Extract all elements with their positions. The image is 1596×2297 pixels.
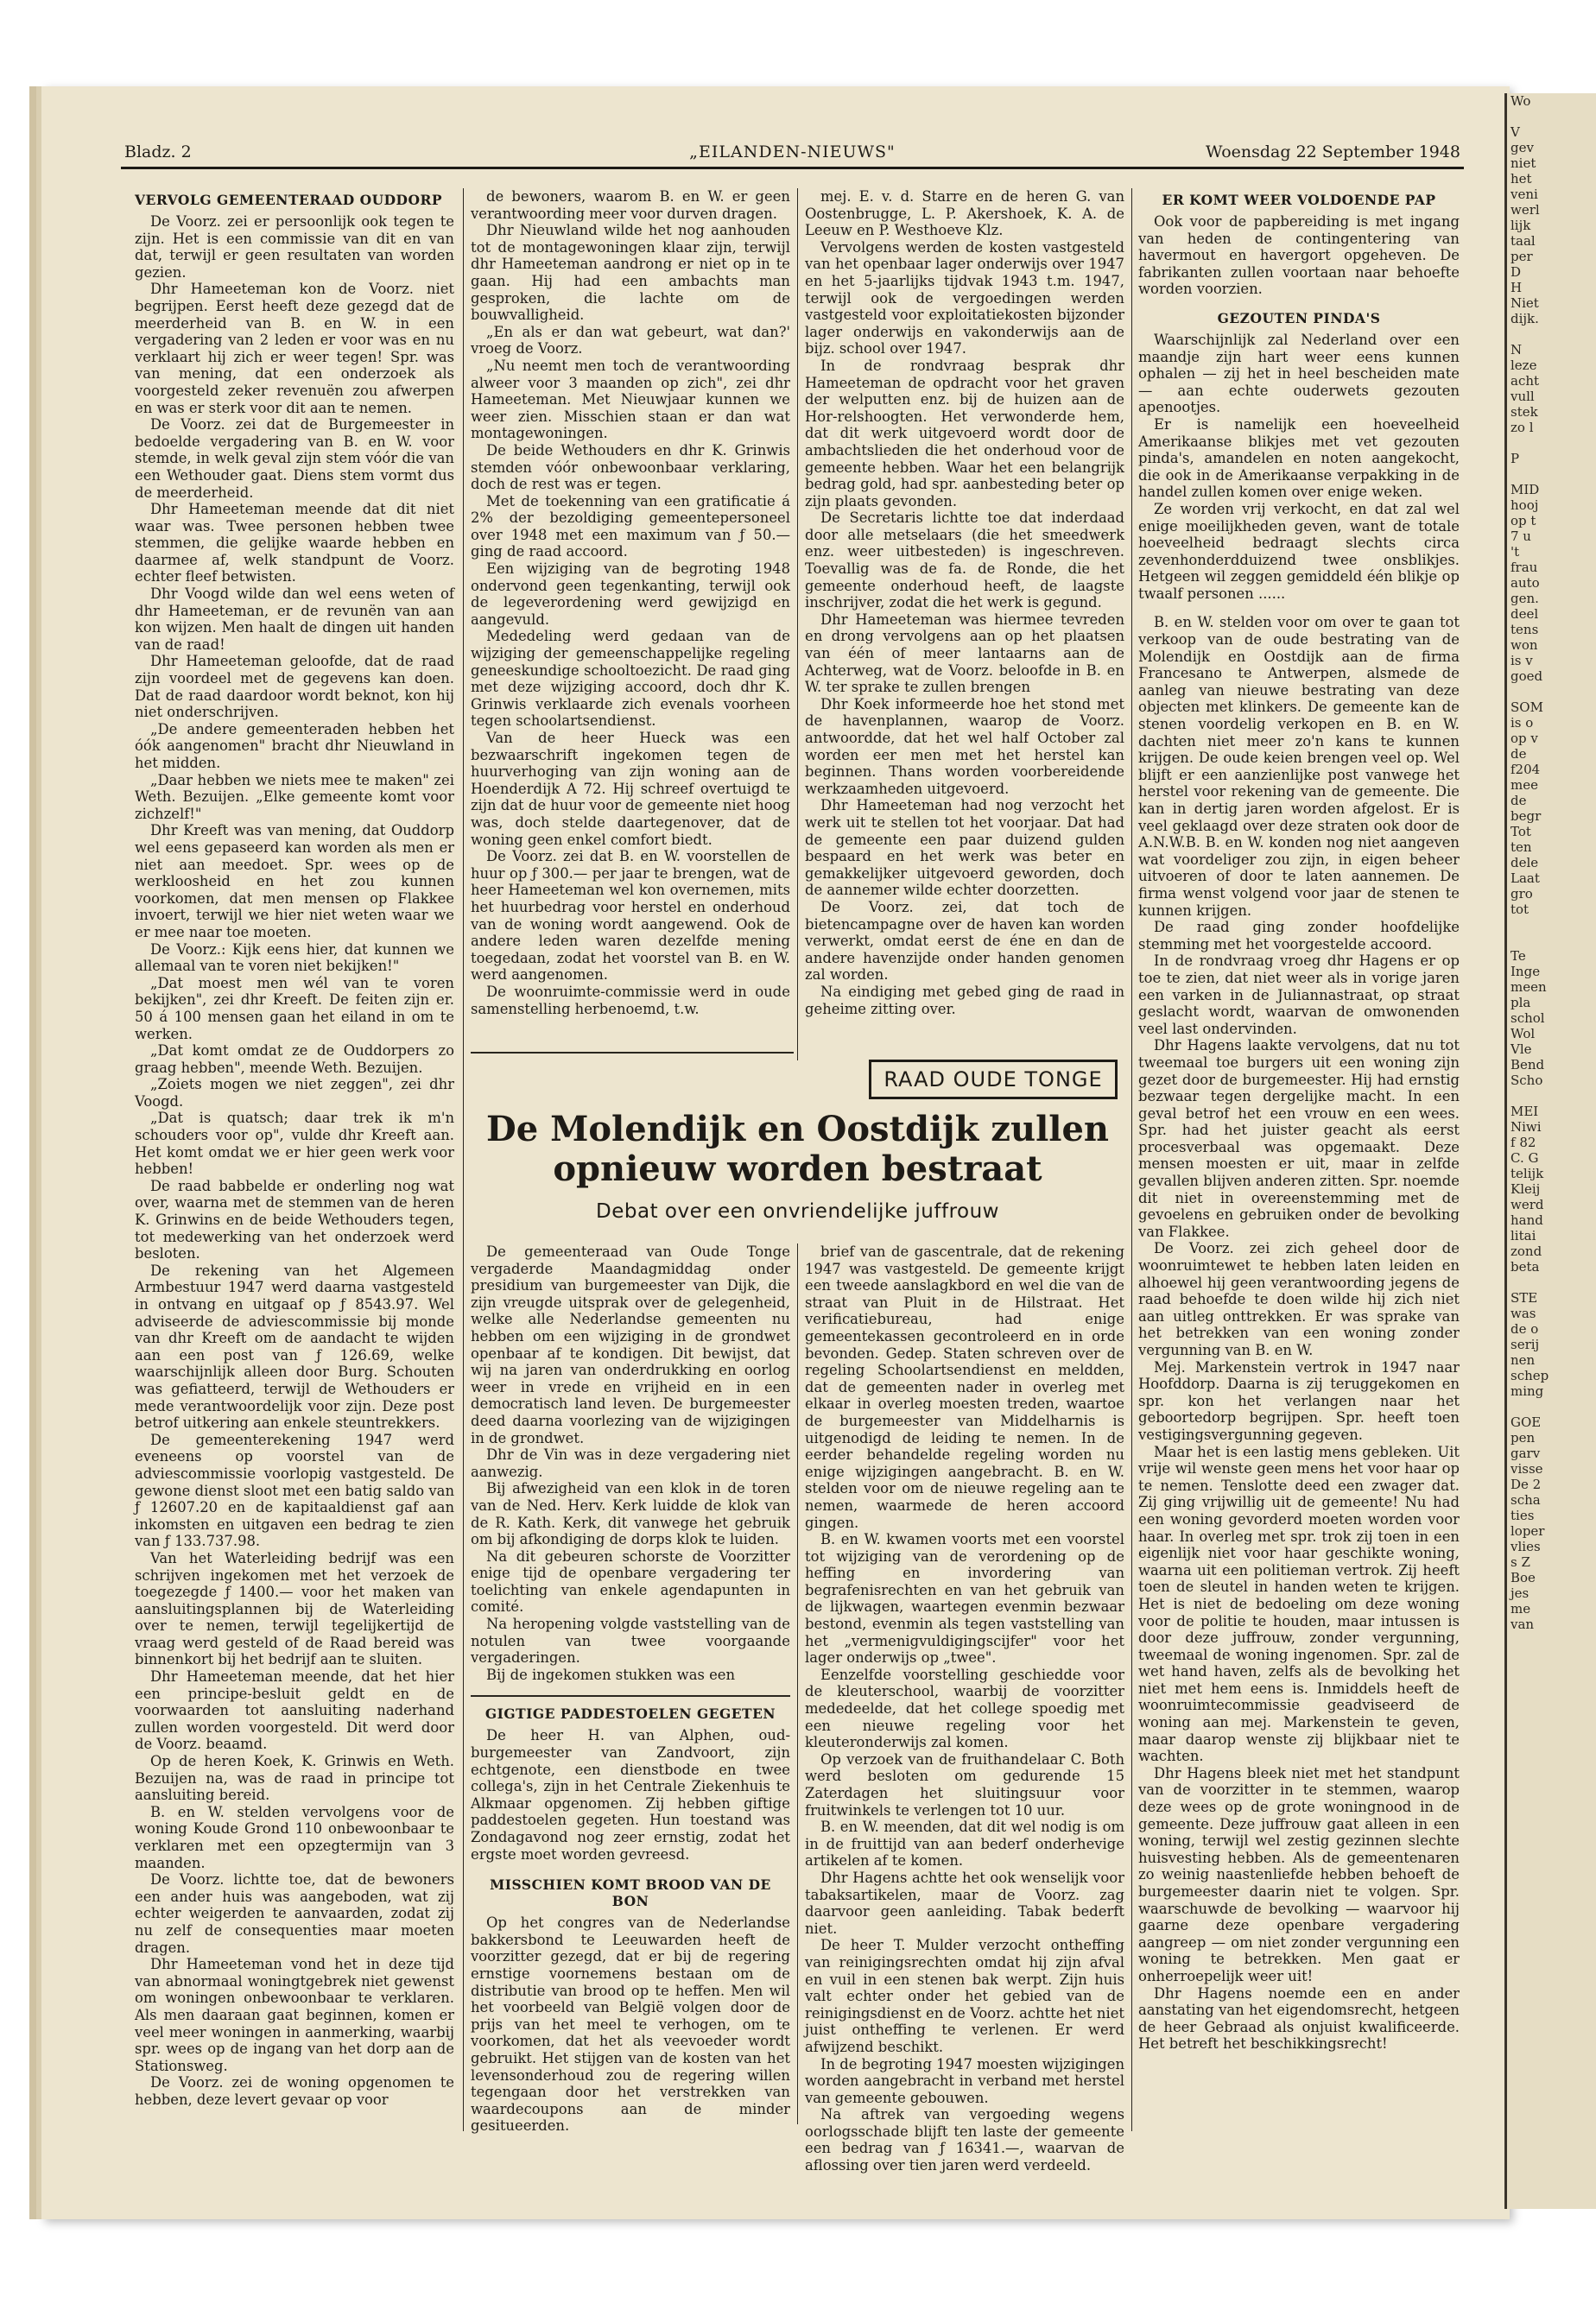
edge-text-fragment: tens bbox=[1510, 622, 1539, 637]
edge-text-fragment: zo l bbox=[1510, 420, 1534, 435]
edge-text-fragment: per bbox=[1510, 249, 1533, 264]
edge-text-fragment: ming bbox=[1510, 1383, 1544, 1399]
edge-text-fragment: beta bbox=[1510, 1259, 1540, 1275]
paragraph: De Voorz. zei er persoonlijk ook tegen te zijn. Het is een commissie van dit en van dat, terwijl er geen resultaten van worden gezien. bbox=[135, 213, 454, 281]
edge-text-fragment bbox=[1507, 1275, 1596, 1290]
paragraph: Dhr Hagens achtte het ook wenselijk voor tabaksartikelen, maar de Voorz. zag daarvoor geen aanleiding. Tabak bederft niet. bbox=[805, 1869, 1124, 1937]
edge-text-fragment: scha bbox=[1510, 1492, 1541, 1508]
edge-text-fragment: stek bbox=[1510, 404, 1538, 420]
paragraph: Op het congres van de Nederlandse bakkersbond te Leeuwarden heeft de voorzitter gezegd, dat er bij de regering ernstige voornemens bestaan om de distributie van brood op te heffen. Men wil het voorbeeld van België volgen door de prijs van het meel te verhogen, om te voorkomen, dat het als veevoeder wordt gebruikt. Het stijgen van de kosten van het levensonderhoud zou de regering willen tegengaan door het verstrekken van waardecoupons aan de minder gesitueerden. bbox=[471, 1914, 790, 2135]
edge-text-fragment: acht bbox=[1510, 373, 1540, 389]
edge-text-fragment: meen bbox=[1510, 979, 1547, 995]
article-column-oude-tonge-cont bbox=[805, 1243, 1124, 2174]
paragraph: Eenzelfde voorstelling geschiedde voor de kleuterschool, waarbij de voorzitter mededeelde, dat het college spoedig met een nieuwe regeling voor het kleuteronderwijs zal komen. bbox=[805, 1666, 1124, 1751]
paragraph: De Voorz. zei dat B. en W. voorstellen de huur op ƒ 300.— per jaar te brengen, wat de heer Hameeteman wel kon overnemen, mits het huurbedrag voor herstel en onderhoud van de woning wordt aangewend. Ook de andere leden waren dezelfde mening toegedaan, zodat het voorstel van B. en W. werd aangenomen. bbox=[471, 848, 790, 984]
edge-text-fragment: won bbox=[1510, 637, 1538, 653]
paragraph: Dhr Hagens laakte vervolgens, dat nu tot tweemaal toe burgers uit een woning zijn gezet door de burgemeester. Hij had ernstig bezwaar tegen dergelijke macht. In een geval betrof het een vrouw en een wees. Spr. had het juister geacht als eerst procesverbaal was opgemaakt. Deze mensen moesten er uit, maar in zelfde gevallen blijven anderen zitten. Spr. noemde dit niet in overeenstemming met de gevoelens en gebruiken onder de bevolking van Flakkee. bbox=[1138, 1037, 1460, 1240]
edge-text-fragment: s Z bbox=[1510, 1554, 1530, 1570]
paragraph: Dhr Voogd wilde dan wel eens weten of dhr Hameeteman, er de revunën van aan kon wijzen. Men haalt de dingen uit handen van de raad! bbox=[135, 585, 454, 653]
edge-text-fragment: dijk. bbox=[1510, 311, 1539, 326]
edge-text-fragment: gev bbox=[1510, 140, 1534, 155]
article-column-ouddorp bbox=[135, 188, 454, 2123]
paragraph: Na aftrek van vergoeding wegens oorlogsschade blijft ten laste der gemeente een bedrag van ƒ 16341.—, waarvan de aflossing over tien jaren werd verdeeld. bbox=[805, 2106, 1124, 2174]
edge-text-fragment: MID bbox=[1510, 482, 1540, 497]
edge-text-fragment: was bbox=[1510, 1306, 1536, 1321]
paragraph: Op verzoek van de fruithandelaar C. Both werd besloten om gedurende 15 Zaterdagen het sluitingsuur voor fruitwinkels te verlengen tot 10 uur. bbox=[805, 1750, 1124, 1819]
article-body bbox=[471, 1243, 790, 1683]
article-body bbox=[471, 188, 790, 1017]
newspaper-name: „EILANDEN-NIEUWS" bbox=[689, 142, 896, 161]
edge-text-fragment: loper bbox=[1510, 1523, 1545, 1539]
edge-text-fragment: werd bbox=[1510, 1197, 1544, 1212]
paragraph: Mej. Markenstein vertrok in 1947 naar Hoofddorp. Daarna is zij teruggekomen en spr. kon het verlangen naar het geboortedorp begrijpen. Spr. heeft toen vestigingsvergunning gegeven. bbox=[1138, 1358, 1460, 1443]
edge-text-fragment: veni bbox=[1510, 187, 1538, 202]
edge-text-fragment: De 2 bbox=[1510, 1477, 1542, 1492]
edge-text-fragment: V bbox=[1510, 124, 1520, 140]
paragraph: Er is namelijk een hoeveelheid Amerikaanse blikjes met vet gezouten pinda's, amandelen en noten aangekocht, die ook in de Amerikaanse verpakking in de handel zullen komen over enige weken. bbox=[1138, 415, 1460, 501]
edge-text-fragment: H bbox=[1510, 280, 1523, 295]
edge-text-fragment bbox=[1507, 466, 1596, 482]
edge-text-fragment bbox=[1507, 326, 1596, 342]
paragraph: Na eindiging met gebed ging de raad in geheime zitting over. bbox=[805, 983, 1124, 1017]
edge-text-fragment: telijk bbox=[1510, 1166, 1544, 1181]
edge-text-fragment: me bbox=[1510, 1601, 1531, 1617]
edge-text-fragment: C. G bbox=[1510, 1150, 1539, 1166]
paragraph: Van de heer Hueck was een bezwaarschrift ingekomen tegen de huurverhoging van zijn woning aan de Hoenderdijk A 72. Hij schreef overtuigd te zijn dat de huur voor de gemeente niet hoog was, doch stelde daartegenover, dat de woning geen enkel comfort biedt. bbox=[471, 730, 790, 848]
edge-text-fragment: dele bbox=[1510, 855, 1539, 870]
paragraph: Waarschijnlijk zal Nederland over een maandje zijn hart weer eens kunnen ophalen — zij het in heel bescheiden mate — aan echte ouderwets gezouten apenootjes. bbox=[1138, 331, 1460, 416]
paragraph: De raad ging zonder hoofdelijke stemming met het voorgestelde accoord. bbox=[1138, 919, 1460, 952]
edge-text-fragment bbox=[1507, 109, 1596, 124]
edge-text-fragment: gro bbox=[1510, 886, 1533, 902]
edge-text-fragment: Wol bbox=[1510, 1026, 1536, 1041]
edge-text-fragment: vlies bbox=[1510, 1539, 1541, 1554]
article-body bbox=[805, 188, 1124, 1017]
paragraph: Dhr Hagens noemde een en ander aanstating van het eigendomsrecht, hetgeen de heer Gebraad als onjuist kwalificeerde. Het betreft het beschikkingsrecht! bbox=[1138, 1984, 1460, 2053]
paragraph: mej. E. v. d. Starre en de heren G. van Oostenbrugge, L. P. Akershoek, K. A. de Leeuw en P. Westhoeve Klz. bbox=[805, 188, 1124, 239]
paragraph: „Dat moest men wél van te voren bekijken", zei dhr Kreeft. De feiten zijn er. 50 á 100 mensen gaan het eiland in om te werken. bbox=[135, 974, 454, 1042]
paragraph: De Voorz. zei zich geheel door de woonruimtewet te hebben laten leiden en alhoewel hij geen verantwoording jegens de raad behoefde te doen wilde hij zich niet aan uitleg onttrekken. Er was sprake van het betrekken van een woning zonder vergunning van B. en W. bbox=[1138, 1240, 1460, 1358]
paragraph: „Daar hebben we niets mee te maken" zei Weth. Bezuijen. „Elke gemeente komt voor zichzelf!" bbox=[135, 771, 454, 822]
paragraph: In de rondvraag vroeg dhr Hagens er op toe te zien, dat niet weer als in vorige jaren een varken in de Juliannastraat, op straat geslacht wordt, waarvan de omwonenden veel last ondervinden. bbox=[1138, 952, 1460, 1037]
paragraph: Dhr Hameeteman was hiermee tevreden en drong vervolgens aan op het plaatsen van één of meer lantaarns aan de Achterweg, wat de Voorz. beloofde in B. en W. ter sprake te zullen brengen bbox=[805, 611, 1124, 696]
edge-text-fragment: werl bbox=[1510, 202, 1540, 218]
paragraph: B. en W. kwamen voorts met een voorstel tot wijziging van de verordening op de heffing en invordering van begrafenisrechten en van het gebruik van de lijkwagen, waartegen evenmin bezwaar bestond, evenmin als tegen vaststelling van het „vermenigvuldigingscijfer" voor het lager onderwijs op „twee". bbox=[805, 1531, 1124, 1667]
edge-text-fragment bbox=[1507, 1399, 1596, 1414]
paragraph: In de rondvraag besprak dhr Hameeteman de opdracht voor het graven der welputten enz. bij de huizen aan de Hor-relshoogten. Het verwonderde hem, dat dit werk uitgevoerd wordt door de ambachtslieden die het onderhoud voor de gemeente hebben. Waar het een belangrijk bedrag gold, had spr. aanbesteding beter op zijn plaats gevonden. bbox=[805, 357, 1124, 509]
paragraph: Dhr Hameeteman meende, dat het hier een principe-besluit geldt en de voorwaarden tot aansluiting naderhand zullen worden voorgesteld. Dit werd door de Voorz. beaamd. bbox=[135, 1668, 454, 1753]
paragraph: De rekening van het Algemeen Armbestuur 1947 werd daarna vastgesteld in ontvang en uitgaaf op ƒ 8543.97. Wel adviseerde de adviescommissie bij monde van dhr Kreeft om de aandacht te wijden aan een post van ƒ 126.69, welke waarschijnlijk alleen door Burg. Schouten was gefiatteerd, terwijl de Wethouders er mede verantwoordelijk voor zijn. Deze post betrof uitkering aan enkele steuntrekkers. bbox=[135, 1262, 454, 1432]
paragraph: de bewoners, waarom B. en W. er geen verantwoording meer voor durven dragen. bbox=[471, 188, 790, 222]
paragraph: „Nu neemt men toch de verantwoording alweer voor 3 maanden op zich", zei dhr Hameeteman. Met Nieuwjaar kunnen we weer zien. Misschien staan er dan wat montagewoningen. bbox=[471, 357, 790, 442]
page-number: Bladz. 2 bbox=[124, 142, 192, 161]
article-body bbox=[471, 1914, 790, 2135]
article-column-right bbox=[1138, 188, 1460, 2123]
article-heading: ER KOMT WEER VOLDOENDE PAP bbox=[1162, 192, 1436, 208]
paragraph: De Voorz. zei dat de Burgemeester in bedoelde vergadering van B. en W. voor stemde, in welk geval zijn stem vóór die van een Wethouder gaat. Diens stem vormt dus de meerderheid. bbox=[135, 416, 454, 501]
edge-text-fragment: frau bbox=[1510, 560, 1538, 575]
edge-text-fragment: de bbox=[1510, 746, 1527, 762]
edge-text-fragment: gen. bbox=[1510, 591, 1539, 606]
edge-text-fragment: SOM bbox=[1510, 699, 1543, 715]
story-subheadline: Debat over een onvriendelijke juffrouw bbox=[596, 1200, 999, 1223]
edge-text-fragment: MEI bbox=[1510, 1104, 1539, 1119]
paragraph: De Voorz.: Kijk eens hier, dat kunnen we allemaal van te voren niet bekijken!" bbox=[135, 940, 454, 975]
paragraph: Dhr Kreeft was van mening, dat Ouddorp wel eens gepaseerd kan worden als men er niet aan meedoet. Spr. wees op de werkloosheid en het zou kunnen voorkomen, dat men mensen op Flakkee invoert, terwijl we hier niet weten waar we er mee naar toe moeten. bbox=[135, 822, 454, 940]
paragraph: Ook voor de papbereiding is met ingang van heden de contingentering van havermout en havergort opgeheven. De fabrikanten zullen voortaan naar behoefte worden voorzien. bbox=[1138, 213, 1460, 298]
paragraph: De heer H. van Alphen, oud-burgemeester van Zandvoort, zijn echtgenote, een dienstbode en twee collega's, zijn in het Centrale Ziekenhuis te Alkmaar opgenomen. Zij hebben giftige paddestoelen gegeten. Hun toestand was Zondagavond nog zeer ernstig, zodat het ergste moet worden gevreesd. bbox=[471, 1727, 790, 1863]
edge-text-fragment: N bbox=[1510, 342, 1523, 358]
edge-text-fragment: serij bbox=[1510, 1337, 1540, 1352]
paragraph: „Zoiets mogen we niet zeggen", zei dhr Voogd. bbox=[135, 1076, 454, 1110]
article-body bbox=[471, 1727, 790, 1863]
edge-text-fragment: op t bbox=[1510, 513, 1536, 528]
edge-text-fragment bbox=[1507, 684, 1596, 699]
paragraph: Mededeling werd gedaan van de wijziging der gemeenschappelijke regeling geneeskundige schooltoezicht. De raad ging met deze wijziging accoord, doch dhr K. Grinwis verklaarde zich evenals voorheen tegen schoolartsendienst. bbox=[471, 628, 790, 730]
article-heading: GIGTIGE PADDESTOELEN GEGETEN bbox=[484, 1705, 776, 1723]
edge-text-fragment: begr bbox=[1510, 808, 1542, 824]
edge-text-fragment: Boe bbox=[1510, 1570, 1536, 1585]
paragraph: De gemeenterekening 1947 werd eveneens op voorstel van de adviescommissie voorlopig vastgesteld. De gewone dienst sloot met een batig saldo van ƒ 12607.20 en de kapitaaldienst gaf aan inkomsten en uitgaven een bedrag te zien van ƒ 133.737.98. bbox=[135, 1431, 454, 1550]
paragraph: De Voorz. zei, dat toch de bietencampagne over de haven kan worden verwerkt, omdat eerst de éne en dan de andere havenzijde onder handen genomen zal worden. bbox=[805, 898, 1124, 984]
edge-text-fragment: hand bbox=[1510, 1212, 1543, 1228]
paragraph: Vervolgens werden de kosten vastgesteld van het openbaar lager onderwijs over 1947 en het 5-jaarlijks tijdvak 1943 t.m. 1947, terwijl ook de vergoedingen werden vastgesteld voor exploitatiekosten bijzonder lager onderwijs en vakonderwijs aan de bijz. school over 1947. bbox=[805, 238, 1124, 358]
edge-text-fragment: auto bbox=[1510, 575, 1540, 591]
edge-text-fragment: Vle bbox=[1510, 1041, 1532, 1057]
paragraph: „De andere gemeenteraden hebben het óók aangenomen" bracht dhr Nieuwland in het midden. bbox=[135, 720, 454, 771]
edge-text-fragment: Niwi bbox=[1510, 1119, 1542, 1135]
paragraph: Maar het is een lastig mens gebleken. Uit vrije wil wenste geen mens het voor haar op te nemen. Tenslotte deed een zwager dat. Zij ging vrijwillig uit de gemeente! Nu had een woning gevorderd moeten worden voor haar. In overleg met spr. trok zij toen in een eigenlijk niet voor haar geschikte woning, waarna uit een politieman vertrok. Zij heeft toen de sleutel in handen weten te krijgen. Het is niet de bedoeling om deze woning voor de politie te houden, maar intussen is door deze juffrouw, zonder vergunning, tweemaal de woning ingenomen. Spr. zal de wet hand haven, zelfs als de bevolking het niet met hem eens is. Inmiddels heeft de woonruimtecommissie geadviseerd de woning aan mej. Markenstein te geven, maar daarop wenste zij blijkbaar niet te wachten. bbox=[1138, 1443, 1460, 1765]
edge-text-fragment: de o bbox=[1510, 1321, 1539, 1337]
column-rule bbox=[797, 188, 798, 1060]
edge-text-fragment: Te bbox=[1510, 948, 1526, 964]
edge-text-fragment bbox=[1507, 933, 1596, 948]
paragraph: Met de toekenning van een gratificatie á 2% der bezoldiging gemeentepersoneel over 1948 met een maximum van ƒ 50.— ging de raad accoord. bbox=[471, 492, 790, 560]
edge-text-fragment: litai bbox=[1510, 1228, 1536, 1243]
paragraph: Dhr Hagens bleek niet met het standpunt van de voorzitter in te stemmen, waarop deze wees op de grote woningnood in de gemeente. Deze juffrouw gaat alleen in een woning, terwijl wel zestig gezinnen slechte huisvesting hebben. Als de gemeentenaren zo weinig naastenliefde hebben behoeft de burgemeester daarin niet te volgen. Spr. waarschuwde de bevolking — waarvoor hij gaarne deze openbare vergadering aangreep — om niet zonder vergunning een woning te betrekken. Men gaat er onherroepelijk weer uit! bbox=[1138, 1764, 1460, 1984]
paragraph: In de begroting 1947 moesten wijzigingen worden aangebracht in verband met herstel van gemeente gebouwen. bbox=[805, 2055, 1124, 2106]
paragraph: De woonruimte-commissie werd in oude samenstelling herbenoemd, t.w. bbox=[471, 983, 790, 1017]
edge-text-fragment: zond bbox=[1510, 1243, 1542, 1259]
edge-text-fragment: schol bbox=[1510, 1010, 1545, 1026]
edge-text-fragment: STE bbox=[1510, 1290, 1538, 1306]
page-header bbox=[121, 142, 1464, 169]
story-headline: De Molendijk en Oostdijk zullen opnieuw worden bestraat bbox=[486, 1109, 1109, 1189]
edge-text-fragment: is v bbox=[1510, 653, 1533, 668]
edge-text-fragment: deel bbox=[1510, 606, 1539, 622]
paragraph: De Secretaris lichtte toe dat inderdaad door alle metselaars (die het smeedwerk enz. weer uitbesteden) is ingeschreven. Toevallig was de fa. de Ronde, die het gemeente onderhoud heeft, de laagste inschrijver, zodat die het werk is gegund. bbox=[805, 509, 1124, 611]
edge-text-fragment: Niet bbox=[1510, 295, 1539, 311]
paragraph: B. en W. stelden voor om over te gaan tot verkoop van de oude bestrating van de Molendijk en Oostdijk aan de firma Francesano te Antwerpen, alsmede de aanleg van nieuwe bestrating van deze objecten met klinkers. De gemeente kan de stenen voordelig verkopen en B. en W. dachten niet meer zo'n kans te kunnen krijgen. De oude keien brengen veel op. Wel blijft er een aanzienlijke post vanwege het herstel voor rekening van de gemeente. Die kan in dertig jaren worden afgelost. Er is veel geklaagd over deze straten ook door de A.N.W.B. B. en W. konden nog niet aangeven wat voordeliger zou zijn, in eigen beheer uitvoeren of door te laten aannemen. De firma wenst volgend voor jaar de stenen te kunnen krijgen. bbox=[1138, 614, 1460, 919]
edge-text-fragment: is o bbox=[1510, 715, 1534, 731]
edge-text-fragment: jes bbox=[1510, 1585, 1530, 1601]
edge-text-fragment: Tot bbox=[1510, 824, 1531, 839]
paragraph: Dhr Hameeteman kon de Voorz. niet begrijpen. Eerst heeft deze gezegd dat de meerderheid van B. en W. in een vergadering van 2 leden er voor was en nu verklaart hij zich er weer tegen! Spr. was van mening, dat een onderzoek als voorgesteld zeker revenuën zou afwerpen en was er sterk voor dit aan te nemen. bbox=[135, 281, 454, 416]
paragraph: De Voorz. zei de woning opgenomen te hebben, deze levert gevaar op voor bbox=[135, 2074, 454, 2108]
column-rule bbox=[1131, 188, 1132, 2131]
paragraph: B. en W. meenden, dat dit wel nodig is om in de fruittijd van aan bederf onderhevige artikelen af te komen. bbox=[805, 1819, 1124, 1870]
paragraph: „En als er dan wat gebeurt, wat dan?' vroeg de Voorz. bbox=[471, 323, 790, 358]
edge-text-fragment: visse bbox=[1510, 1461, 1543, 1477]
article-column-oude-tonge bbox=[471, 1243, 790, 2135]
paragraph: Dhr Hameeteman vond het in deze tijd van abnormaal woningtgebrek niet gewenst om woningen onbewoonbaar te verklaren. Als men daaraan gaat beginnen, komen er veel meer woningen in aanmerking, waarbij spr. wees op de ingang van het dorp aan de Stationsweg. bbox=[135, 1956, 454, 2074]
edge-text-fragment: nen bbox=[1510, 1352, 1536, 1368]
paragraph: Bij de ingekomen stukken was een bbox=[486, 1666, 736, 1683]
edge-text-fragment: garv bbox=[1510, 1446, 1541, 1461]
paragraph: Dhr de Vin was in deze vergadering niet aanwezig. bbox=[471, 1446, 790, 1480]
paragraph: De beide Wethouders en dhr K. Grinwis stemden vóór onbewoonbaar verklaring, doch de rest was er tegen. bbox=[471, 441, 790, 493]
edge-text-fragment: tot bbox=[1510, 902, 1530, 917]
paragraph: De Voorz. lichtte toe, dat de bewoners een ander huis was aangeboden, wat zij echter weigerden te aanvaarden, zodat zij nu zelf de consequenties maar moeten dragen. bbox=[135, 1871, 454, 1956]
edge-text-fragment: van bbox=[1510, 1617, 1535, 1632]
article-column-ouddorp-cont bbox=[805, 188, 1124, 1060]
paragraph: Dhr Hameeteman meende dat dit niet waar was. Twee personen hebben twee stemmen, die gelijke waarde hebben en daarmee af, welk standpunt de Voorz. echter fleef betwisten. bbox=[135, 501, 454, 585]
edge-text-fragment: f 82 bbox=[1510, 1135, 1536, 1150]
edge-text-fragment: 't bbox=[1510, 544, 1520, 560]
paragraph: Een wijziging van de begroting 1948 ondervond geen tegenkanting, terwijl ook de legeverordening werd gewijzigd en aangevuld. bbox=[471, 560, 790, 628]
edge-text-fragment: niet bbox=[1510, 155, 1536, 171]
adjacent-page-edge bbox=[1504, 93, 1596, 2209]
article-body bbox=[805, 1243, 1124, 2174]
edge-text-fragment: 7 u bbox=[1510, 528, 1531, 544]
article-body bbox=[1138, 213, 1460, 298]
edge-text-fragment: Kleij bbox=[1510, 1181, 1541, 1197]
edge-text-fragment: P bbox=[1510, 451, 1520, 466]
edge-text-fragment: Bend bbox=[1510, 1057, 1545, 1073]
column-rule bbox=[797, 1243, 798, 2124]
article-body bbox=[1138, 614, 1460, 2052]
edge-text-fragment: pla bbox=[1510, 995, 1531, 1010]
paragraph: Dhr Hameeteman had nog verzocht het werk uit te stellen tot het voorjaar. Dat had de gemeente een paar duizend gulden bespaard en het werk was beter en gemakkelijker uitgevoerd geworden, doch de aannemer wilde echter doorzetten. bbox=[805, 797, 1124, 899]
column-rule bbox=[463, 188, 464, 2131]
paragraph: Van het Waterleiding bedrijf was een schrijven ingekomen met het verzoek de toegezegde ƒ 1400.— voor het maken van aansluitingsplannen bij de Waterleiding over te nemen, terwijl tegelijkertijd de vraag werd gesteld of de Raad bereid was binnenkort bij het bedrijf aan te sluiten. bbox=[135, 1549, 454, 1668]
paragraph: Na heropening volgde vaststelling van de notulen van twee voorgaande vergaderingen. bbox=[471, 1616, 790, 1667]
edge-text-fragment bbox=[1507, 1088, 1596, 1104]
paragraph: „Dat is quatsch; daar trek ik m'n schouders voor op", vulde dhr Kreeft aan. Het komt omdat we er hier geen werk voor hebben! bbox=[135, 1110, 454, 1178]
article-column-ouddorp-cont bbox=[471, 188, 790, 1060]
edge-text-fragment: hooj bbox=[1510, 497, 1539, 513]
paragraph: Dhr Koek informeerde hoe het stond met de havenplannen, waarop de Voorz. antwoordde, dat het wel half October zal worden eer men met het herstel kan beginnen. Thans worden voorbereidende werkzaamheden uitgevoerd. bbox=[805, 695, 1124, 797]
edge-text-fragment: ten bbox=[1510, 839, 1532, 855]
issue-date: Woensdag 22 September 1948 bbox=[1205, 142, 1460, 161]
edge-text-fragment: het bbox=[1510, 171, 1532, 187]
paragraph: De gemeenteraad van Oude Tonge vergaderde Maandagmiddag onder presidium van burgemeester van Dijk, die zijn vreugde uitsprak over de gelegenheid, welke alle Nederlandse gemeenten nu hebben om een wijziging in de grondwet openbaar af te kondigen. Dit bewijst, dat wij na jaren van onderdrukking en oorlog weer in vrede en vrijheid en in een democratisch land leven. De burgemeester deed daarna voorlezing van de wijzigingen in de grondwet. bbox=[471, 1243, 790, 1446]
article-body bbox=[1138, 332, 1460, 603]
paragraph: De heer T. Mulder verzocht ontheffing van reinigingsrechten omdat hij zijn afval en vuil in een stenen bak werpt. Zijn huis valt echter onder het gebied van de reinigingsdienst en de Voorz. achtte het niet juist ontheffing te verlenen. Er werd afwijzend beschikt. bbox=[805, 1937, 1124, 2055]
edge-text-fragment: Scho bbox=[1510, 1073, 1543, 1088]
section-label: RAAD OUDE TONGE bbox=[869, 1060, 1118, 1099]
edge-text-fragment: leze bbox=[1510, 358, 1537, 373]
edge-text-fragment: schep bbox=[1510, 1368, 1549, 1383]
paragraph: Dhr Hameeteman geloofde, dat de raad zijn voordeel met de gegevens kan doen. Dat de raad daardoor wordt beknot, kon hij niet onderschrijven. bbox=[135, 653, 454, 721]
edge-text-fragment: goed bbox=[1510, 668, 1543, 684]
edge-text-fragment: vull bbox=[1510, 389, 1535, 404]
paragraph: De raad babbelde er onderling nog wat over, waarna met de stemmen van de heren K. Grinwins en de beide Wethouders tegen, tot medewerking van het onderzoek werd besloten. bbox=[135, 1177, 454, 1262]
paragraph: Bij afwezigheid van een klok in de toren van de Ned. Herv. Kerk luidde de klok van de R. Kath. Kerk, dit vanwege het gebruik om bij afkondiging de dorps klok te luiden. bbox=[471, 1480, 790, 1548]
paragraph: Dhr Nieuwland wilde het nog aanhouden tot de montagewoningen klaar zijn, terwijl dhr Hameeteman aandrong er niet op in te gaan. Hij had een ambachts man gesproken, die lachte om de bouwvalligheid. bbox=[471, 222, 790, 324]
edge-text-fragment bbox=[1507, 435, 1596, 451]
paragraph: Na dit gebeuren schorste de Voorzitter enige tijd de openbare vergadering ter toelichting van enkele agendapunten in comité. bbox=[471, 1547, 790, 1616]
paragraph: Ze worden vrij verkocht, en dat zal wel enige moeilijkheden geven, want de totale hoeveelheid bedraagt slechts circa zevenhonderdduizend twee onsblikjes. Hetgeen wil zeggen gemiddeld één blikje op twaalf personen ...... bbox=[1138, 500, 1460, 602]
section-divider bbox=[471, 1695, 790, 1697]
edge-text-fragment: lijk bbox=[1510, 218, 1531, 233]
article-heading: GEZOUTEN PINDA'S bbox=[1217, 309, 1381, 326]
article-heading: MISSCHIEN KOMT BROOD VAN DE BON bbox=[490, 1876, 771, 1910]
edge-text-fragment: Wo bbox=[1510, 93, 1531, 109]
edge-text-fragment: Inge bbox=[1510, 964, 1541, 979]
edge-text-fragment: GOE bbox=[1510, 1414, 1542, 1430]
edge-text-fragment: taal bbox=[1510, 233, 1536, 249]
paragraph: B. en W. stelden vervolgens voor de woning Koude Grond 110 onbewoonbaar te verklaren met een opzegtermijn van 3 maanden. bbox=[135, 1803, 454, 1871]
edge-text-fragment: ties bbox=[1510, 1508, 1535, 1523]
edge-text-fragment: D bbox=[1510, 264, 1522, 280]
article-body bbox=[135, 213, 454, 2109]
paragraph: „Dat komt omdat ze de Ouddorpers zo graag hebben", meende Weth. Bezuijen. bbox=[135, 1042, 454, 1076]
article-heading: VERVOLG GEMEENTERAAD OUDDORP bbox=[135, 192, 443, 208]
edge-text-fragment: op v bbox=[1510, 731, 1538, 746]
edge-text-fragment: Laat bbox=[1510, 870, 1540, 886]
paragraph: Op de heren Koek, K. Grinwis en Weth. Bezuijen na, was de raad in principe tot aansluiting bereid. bbox=[135, 1753, 454, 1804]
edge-text-fragment: de bbox=[1510, 793, 1527, 808]
paragraph: brief van de gascentrale, dat de rekening 1947 was vastgesteld. De gemeente krijgt een tweede aanslagkbord en wel die van de straat van Pluit in de Hilstraat. Het verificatiebureau, had enige gemeentekassen gecontroleerd en in orde bevonden. Gedep. Staten schreven over de regeling Schoolartsendienst en meldden, dat de gemeenten nader in overleg met elkaar in overleg moesten treden, waartoe de burgemeester van Middelharnis is uitgenodigd de leiding te nemen. In de eerder behandelde regeling worden nu enige wijzigingen aangebracht. B. en W. stelden voor om de nieuwe regeling aan te nemen, waarmede de heren accoord gingen. bbox=[805, 1243, 1124, 1531]
edge-text-fragment bbox=[1507, 917, 1596, 933]
edge-text-fragment: pen bbox=[1510, 1430, 1536, 1446]
edge-text-fragment: f204 bbox=[1510, 762, 1541, 777]
edge-text-fragment: mee bbox=[1510, 777, 1538, 793]
